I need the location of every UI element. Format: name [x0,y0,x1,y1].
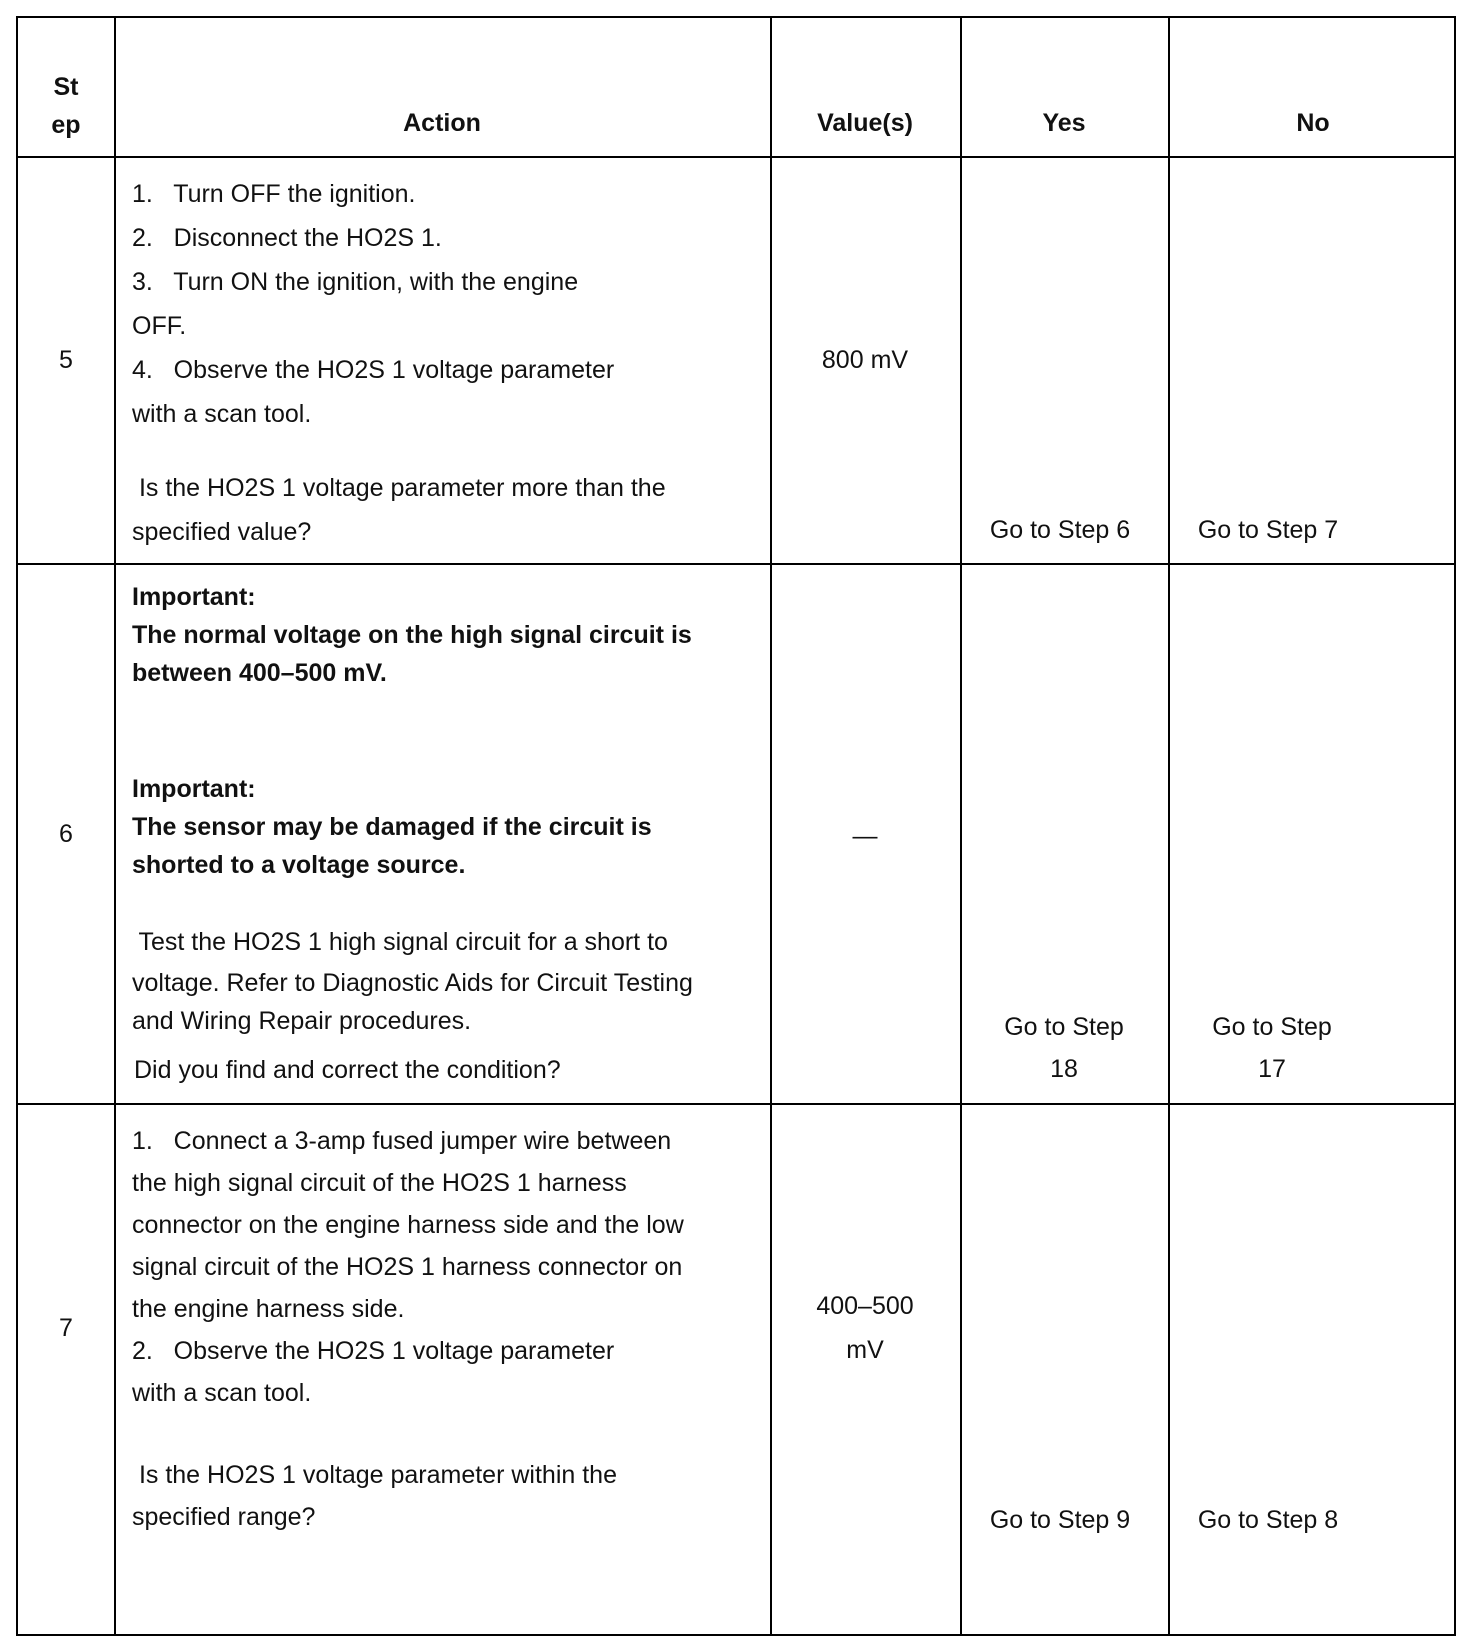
test-instructions [132,920,693,1046]
question-line: Is the HO2S 1 voltage parameter more than the [132,474,666,502]
header-no: No [1296,109,1330,137]
action-line: the high signal circuit of the HO2S 1 harness [132,1169,627,1197]
action-line: the engine harness side. [132,1295,405,1323]
yes-cell: Go to Step 6 [989,516,1131,544]
yes-line: Go to Step [1004,1013,1124,1041]
important-note [132,578,692,692]
value-line: 400–500 [816,1292,914,1320]
question-line: specified range? [132,1503,316,1531]
action-line: with a scan tool. [132,400,312,428]
action-cell [132,1120,684,1414]
action-line: 2. Observe the HO2S 1 voltage parameter [132,1337,615,1365]
no-line: 17 [1258,1055,1286,1083]
yes-cell [960,1006,1168,1090]
important-label: Important: [132,583,256,611]
important-line: The sensor may be damaged if the circuit is [132,813,652,841]
question-line: Is the HO2S 1 voltage parameter within the [132,1461,617,1489]
value-line: mV [846,1336,884,1364]
action-line: signal circuit of the HO2S 1 harness connector on [132,1253,683,1281]
step-number: 6 [59,820,73,848]
no-line: Go to Step [1212,1013,1332,1041]
question-cell [132,1454,617,1538]
header-step-line: ep [51,111,81,139]
action-line: 1. Connect a 3-amp fused jumper wire between [132,1127,672,1155]
value-cell: — [852,822,878,850]
header-values: Value(s) [817,109,913,137]
value-cell: 800 mV [821,346,909,374]
question-line: Did you find and correct the condition? [134,1056,561,1084]
test-line: Test the HO2S 1 high signal circuit for a short to [132,928,668,956]
question-cell [132,466,666,554]
yes-line: 18 [1050,1055,1078,1083]
column-divider [1168,18,1170,1634]
column-divider [114,18,116,1634]
yes-cell: Go to Step 9 [989,1506,1131,1534]
action-line: 4. Observe the HO2S 1 voltage parameter [132,356,615,384]
no-cell [1168,1006,1376,1090]
important-line: The normal voltage on the high signal circuit is [132,621,692,649]
header-step [18,68,114,144]
header-step-line: St [53,73,79,101]
action-line: 1. Turn OFF the ignition. [132,180,416,208]
row-divider [18,563,1454,565]
action-cell [132,172,614,436]
test-line: voltage. Refer to Diagnostic Aids for Circuit Testing [132,969,693,997]
action-line: 3. Turn ON the ignition, with the engine [132,268,579,296]
action-line: with a scan tool. [132,1379,312,1407]
column-divider [960,18,962,1634]
header-yes: Yes [1042,109,1086,137]
action-line: OFF. [132,312,187,340]
step-number: 5 [59,346,73,374]
no-cell: Go to Step 8 [1197,1506,1339,1534]
header-action: Action [403,109,481,137]
no-cell: Go to Step 7 [1197,516,1339,544]
test-line: and Wiring Repair procedures. [132,1007,472,1035]
important-line: shorted to a voltage source. [132,851,466,879]
step-number: 7 [59,1314,73,1342]
question-line: specified value? [132,518,312,546]
important-note [132,770,652,884]
row-divider [18,156,1454,158]
action-line: connector on the engine harness side and the low [132,1211,684,1239]
action-line: 2. Disconnect the HO2S 1. [132,224,442,252]
diagnostic-table [16,16,1456,1636]
important-label: Important: [132,775,256,803]
value-cell [770,1284,960,1372]
row-divider [18,1103,1454,1105]
important-line: between 400–500 mV. [132,659,387,687]
